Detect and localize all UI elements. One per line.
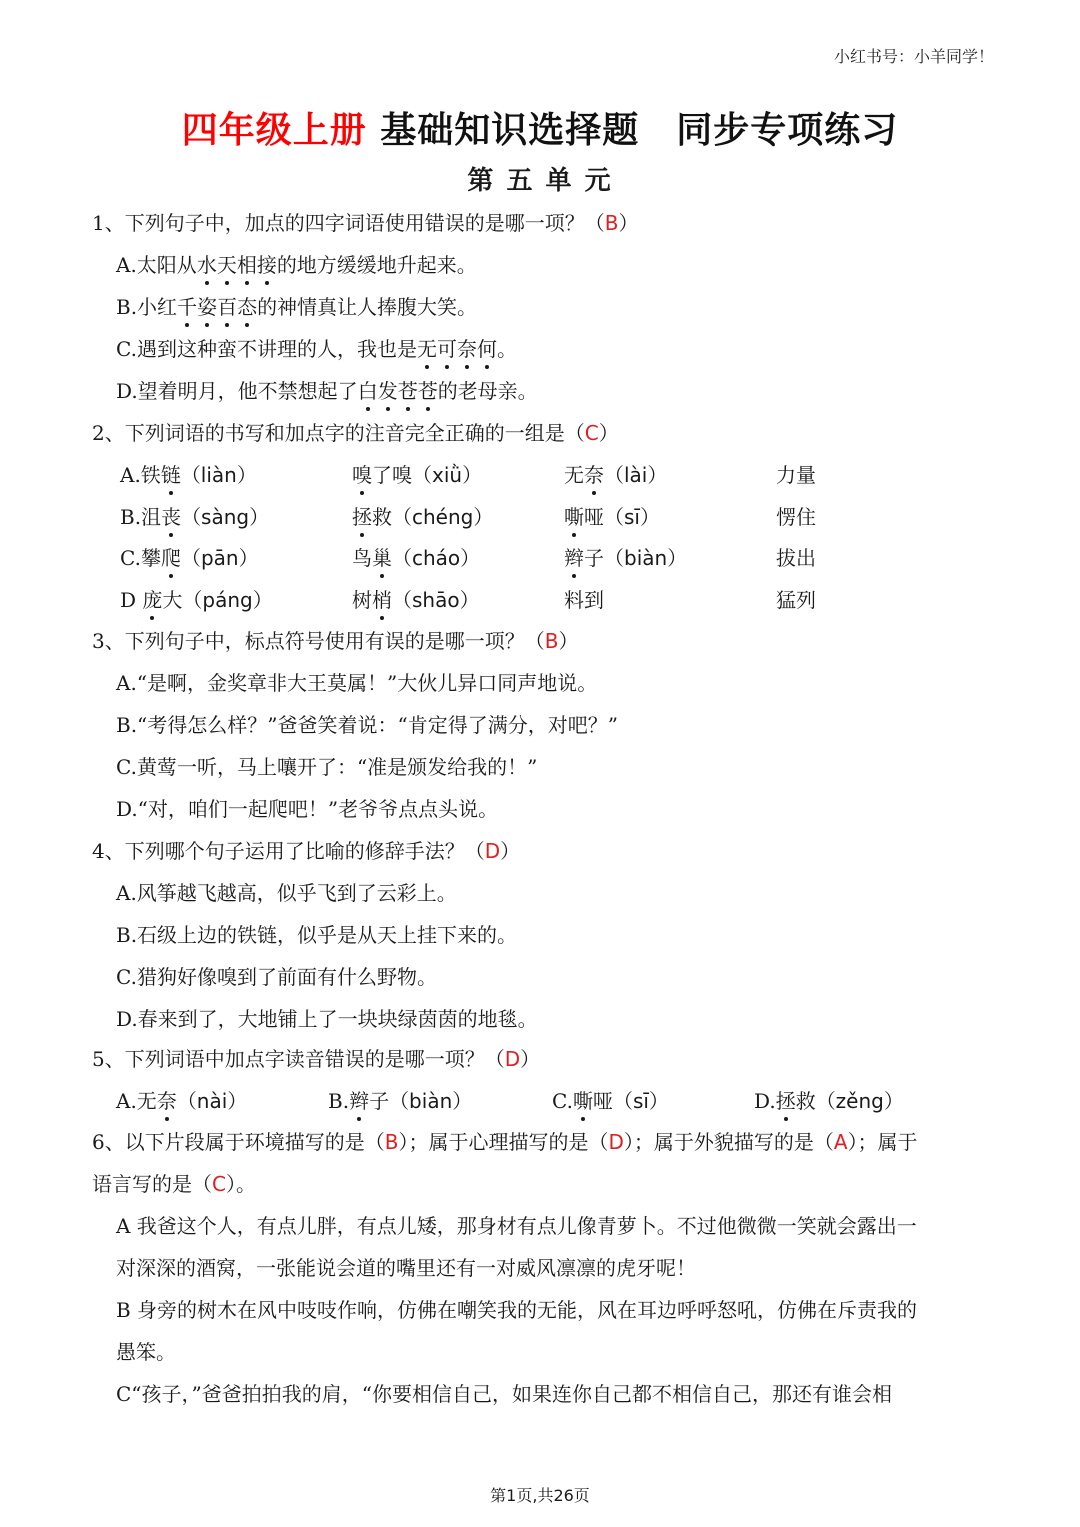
answer-6-mind: D xyxy=(608,1130,624,1154)
page-number: 第1页,共26页 xyxy=(490,1486,590,1505)
q3-option-b: B.“考得怎么样？”爸爸笑着说：“肯定得了满分，对吧？” xyxy=(116,713,618,737)
q6-passage-b-line-1: B 身旁的树木在风中吱吱作响，仿佛在嘲笑我的无能，风在耳边呼呼怒吼，仿佛在斥责我的 xyxy=(116,1298,918,1322)
answer-3: B xyxy=(544,629,559,653)
title-topic: 基础知识选择题 同步专项练习 xyxy=(366,110,899,151)
q3-option-a: A.“是啊，金奖章非大王莫属！”大伙儿异口同声地说。 xyxy=(116,671,598,695)
emphasis-char: 接 xyxy=(256,253,277,277)
q2-cell: 树梢（shāo） xyxy=(352,588,480,612)
emphasis-char: 丧 xyxy=(161,505,182,529)
answer-5: D xyxy=(504,1047,521,1071)
question-5: 5、下列词语中加点字读音错误的是哪一项？（D） xyxy=(92,1047,541,1071)
emphasis-char: 辫 xyxy=(564,546,584,570)
emphasis-char: 相 xyxy=(236,253,257,277)
answer-6-speech: C xyxy=(212,1172,226,1196)
emphasis-char: 无 xyxy=(416,337,437,361)
emphasis-char: 奈 xyxy=(584,463,604,487)
q1-option-a: A.太阳从水天相接的地方缓缓地升起来。 xyxy=(116,253,477,277)
emphasis-char: 何 xyxy=(476,337,497,361)
question-3: 3、下列句子中，标点符号使用有误的是哪一项？（B） xyxy=(92,629,579,653)
emphasis-char: 奈 xyxy=(156,1089,177,1113)
q1-option-b: B.小红千姿百态的神情真让人捧腹大笑。 xyxy=(116,295,478,319)
title-grade: 四年级上册 xyxy=(181,110,367,151)
q6-passage-a-line-2: 对深深的酒窝，一张能说会道的嘴里还有一对威风凛凛的虎牙呢！ xyxy=(116,1256,696,1280)
q2-cell: C.攀爬（pān） xyxy=(120,546,259,570)
emphasis-char: 姿 xyxy=(197,295,218,319)
emphasis-char: 态 xyxy=(237,295,258,319)
q5-option: D.拯救（zěng） xyxy=(754,1089,904,1113)
q2-cell: A.铁链（liàn） xyxy=(120,463,257,487)
emphasis-char: 梢 xyxy=(372,588,392,612)
q1-option-d: D.望着明月，他不禁想起了白发苍苍的老母亲。 xyxy=(116,379,538,403)
emphasis-char: 拯 xyxy=(352,505,372,529)
q2-cell: 拯救（chéng） xyxy=(352,505,494,529)
q2-cell: 猛列 xyxy=(776,588,816,612)
emphasis-char: 千 xyxy=(177,295,198,319)
header-note: 小红书号：小羊同学！ xyxy=(833,47,994,66)
q4-option-a: A.风筝越飞越高，似乎飞到了云彩上。 xyxy=(116,881,457,905)
q6-passage-b-line-2: 愚笨。 xyxy=(116,1340,176,1364)
emphasis-char: 白 xyxy=(357,379,378,403)
q2-cell: 辫子（biàn） xyxy=(564,546,688,570)
q2-cell: 嗅了嗅（xiǜ） xyxy=(352,463,483,487)
q5-option: C.嘶哑（sī） xyxy=(552,1089,669,1113)
emphasis-char: 链 xyxy=(160,463,181,487)
emphasis-char: 百 xyxy=(217,295,238,319)
q2-cell: 料到 xyxy=(564,588,604,612)
q3-option-d: D.“对，咱们一起爬吧！”老爷爷点点头说。 xyxy=(116,797,499,821)
q1-option-c: C.遇到这种蛮不讲理的人，我也是无可奈何。 xyxy=(116,337,517,361)
q4-option-d: D.春来到了，大地铺上了一块块绿茵茵的地毯。 xyxy=(116,1007,538,1031)
emphasis-char: 辫 xyxy=(349,1089,370,1113)
emphasis-char: 天 xyxy=(216,253,237,277)
answer-6-look: A xyxy=(833,1130,848,1154)
q5-option: B.辫子（biàn） xyxy=(328,1089,473,1113)
emphasis-char: 拯 xyxy=(775,1089,796,1113)
emphasis-char: 苍 xyxy=(417,379,438,403)
q6-passage-c-line-1: C“孩子，”爸爸拍拍我的肩，“你要相信自己，如果连你自己都不相信自己，那还有谁会相 xyxy=(116,1382,892,1406)
emphasis-char: 嘶 xyxy=(564,505,584,529)
question-1: 1、下列句子中，加点的四字词语使用错误的是哪一项？（B） xyxy=(92,211,639,235)
emphasis-char: 嘶 xyxy=(572,1089,593,1113)
q5-option: A.无奈（nài） xyxy=(116,1089,248,1113)
page-title xyxy=(0,102,1080,153)
q3-option-c: C.黄莺一听，马上嚷开了：“准是颁发给我的！” xyxy=(116,755,538,779)
question-2: 2、下列词语的书写和加点字的注音完全正确的一组是（C） xyxy=(92,421,619,445)
emphasis-char: 庞 xyxy=(142,588,163,612)
q2-cell: 无奈（lài） xyxy=(564,463,668,487)
answer-2: C xyxy=(584,421,599,445)
q6-passage-a-line-1: A 我爸这个人，有点儿胖，有点儿矮，那身材有点儿像青萝卜。不过他微微一笑就会露出一 xyxy=(116,1214,917,1238)
q2-cell: 愣住 xyxy=(776,505,816,529)
emphasis-char: 奈 xyxy=(456,337,477,361)
question-4: 4、下列哪个句子运用了比喻的修辞手法？（D） xyxy=(92,839,521,863)
question-6-line-1: 6、以下片段属于环境描写的是（B）；属于心理描写的是（D）；属于外貌描写的是（A）；属于 xyxy=(92,1130,918,1154)
emphasis-char: 巢 xyxy=(372,546,392,570)
q4-option-c: C.猎狗好像嗅到了前面有什么野物。 xyxy=(116,965,437,989)
q2-cell: B.沮丧（sàng） xyxy=(120,505,270,529)
answer-1: B xyxy=(604,211,619,235)
emphasis-char: 发 xyxy=(377,379,398,403)
unit-title: 第 五 单 元 xyxy=(467,166,613,196)
emphasis-char: 苍 xyxy=(397,379,418,403)
q2-cell: 力量 xyxy=(776,463,816,487)
q2-cell: 鸟巢（cháo） xyxy=(352,546,481,570)
answer-4: D xyxy=(484,839,501,863)
question-6-line-2: 语言写的是（C）。 xyxy=(92,1172,256,1196)
emphasis-char: 嗅 xyxy=(352,463,372,487)
q2-cell: 嘶哑（sī） xyxy=(564,505,660,529)
emphasis-char: 爬 xyxy=(160,546,181,570)
answer-6-env: B xyxy=(384,1130,399,1154)
q2-cell: D 庞大（páng） xyxy=(120,588,273,612)
emphasis-char: 水 xyxy=(196,253,217,277)
q4-option-b: B.石级上边的铁链，似乎是从天上挂下来的。 xyxy=(116,923,518,947)
q2-cell: 拔出 xyxy=(776,546,816,570)
emphasis-char: 可 xyxy=(436,337,457,361)
